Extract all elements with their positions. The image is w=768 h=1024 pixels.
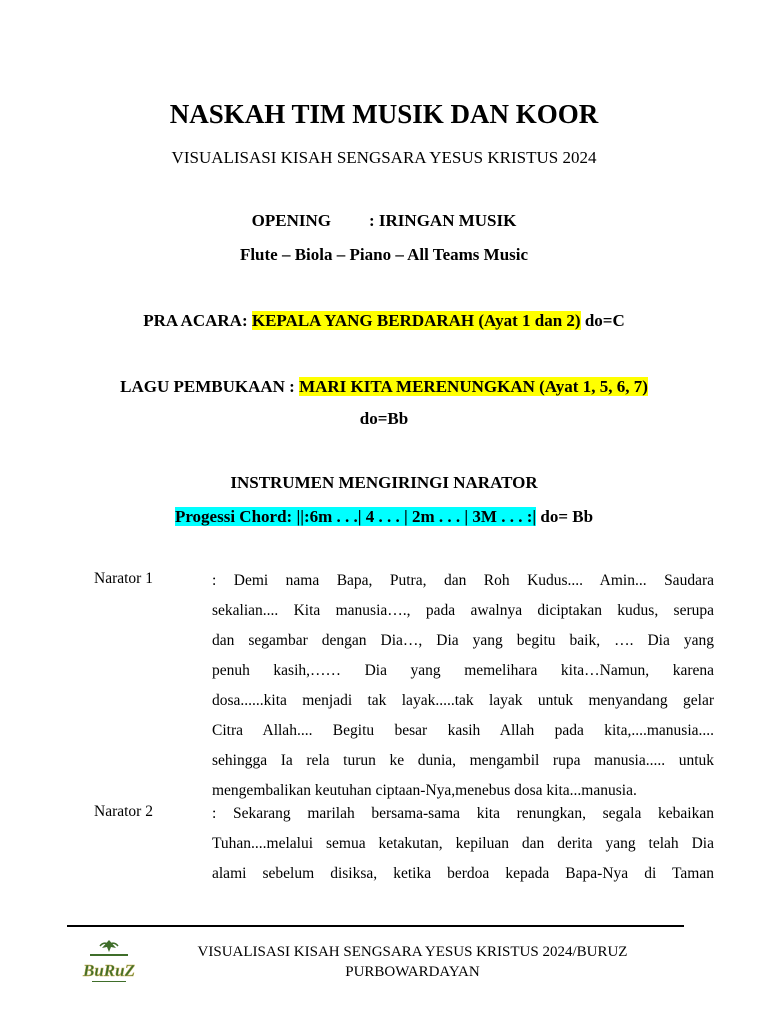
narrator-1-line: : Demi nama Bapa, Putra, dan Roh Kudus.... Amin... Saudara [212,572,714,589]
chord-key: do= Bb [536,507,594,526]
narrator-2-block [94,799,714,889]
narrator-2-line: Tuhan....melalui semua ketakutan, kepiluan dan derita yang telah Dia [212,835,714,852]
logo-text: BuRuZ [83,961,135,980]
opening-line [0,211,768,231]
narrator-1-text [212,566,714,806]
chord-progression-line [0,507,768,527]
pra-acara-line [0,311,768,331]
narrator-2-text [212,799,714,889]
lagu-pembukaan-line [0,377,768,397]
pra-acara-key: do=C [580,311,625,330]
document-subtitle: VISUALISASI KISAH SENGSARA YESUS KRISTUS 2024 [171,148,597,167]
document-title: NASKAH TIM MUSIK DAN KOOR [169,99,599,129]
buruz-logo-icon [80,936,138,990]
instrumen-heading: INSTRUMEN MENGIRINGI NARATOR [230,473,538,492]
lagu-pembukaan-song: MARI KITA MERENUNGKAN (Ayat 1, 5, 6, 7) [299,377,648,396]
narrator-1-block [94,566,714,806]
opening-value: : IRINGAN MUSIK [369,211,517,230]
narrator-1-line: dan segambar dengan Dia…, Dia yang begitu baik, …. Dia yang [212,632,714,649]
narrator-1-name: Narator 1 [94,570,153,587]
narrator-1-line: sehingga Ia rela turun ke dunia, mengambil rupa manusia..... untuk [212,752,714,769]
opening-label: OPENING [251,211,331,230]
narrator-1-line: Citra Allah.... Begitu besar kasih Allah pada kita,....manusia.... [212,722,714,739]
narrator-2-name: Narator 2 [94,803,153,820]
opening-instruments: Flute – Biola – Piano – All Teams Music [239,245,529,264]
narrator-2-line: : Sekarang marilah bersama-sama kita renungkan, segala kebaikan [212,805,714,822]
narrator-1-line: mengembalikan keutuhan ciptaan-Nya,menebus dosa kita...manusia. [212,782,637,799]
footer-line-2: PURBOWARDAYAN [345,964,480,980]
lagu-pembukaan-key: do=Bb [359,409,409,428]
narrator-2-line: alami sebelum disiksa, ketika berdoa kepada Bapa-Nya di Taman [212,865,714,882]
narrator-1-line: dosa......kita menjadi tak layak.....tak layak untuk menyandang gelar [212,692,714,709]
footer-line-1: VISUALISASI KISAH SENGSARA YESUS KRISTUS 2024/BURUZ [197,944,628,960]
narrator-1-line: sekalian.... Kita manusia…., pada awalnya diciptakan kudus, serupa [212,602,714,619]
chord-progression: Progessi Chord: ||:6m . . .| 4 . . . | 2m . . . | 3M . . . :| [174,507,537,526]
pra-acara-label: PRA ACARA: [143,311,252,330]
pra-acara-song: KEPALA YANG BERDARAH (Ayat 1 dan 2) [251,311,581,330]
narrator-1-line: penuh kasih,…… Dia yang memelihara kita…Namun, karena [212,662,714,679]
lagu-pembukaan-label: LAGU PEMBUKAAN : [120,377,300,396]
footer-divider [67,925,684,927]
